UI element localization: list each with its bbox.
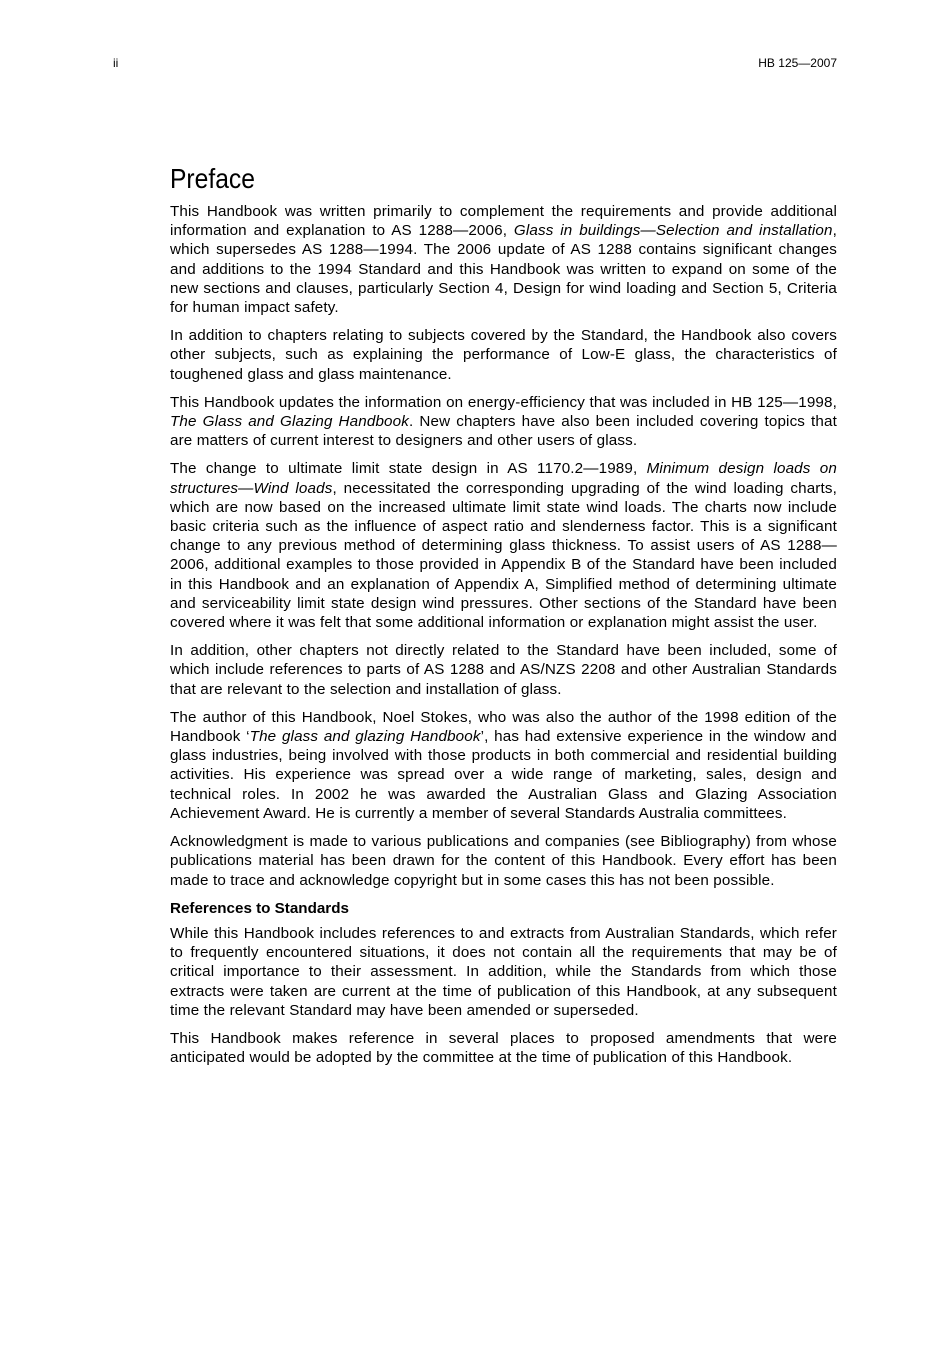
- paragraph-5: In addition, other chapters not directly related to the Standard have been included, some of which include references to parts of AS 1288 and AS/NZS 2208 and other Australian Standards that are relevant to the selection and installation of glass.: [170, 642, 837, 698]
- page-title: Preface: [170, 163, 255, 194]
- paragraph-3: This Handbook updates the information on energy-efficiency that was included in HB 125—1998, The Glass and Glazing Handbook. New chapters have also been included covering topics that are matters of current interest to designers and other users of glass.: [170, 393, 837, 450]
- paragraph-2: In addition to chapters relating to subjects covered by the Standard, the Handbook also covers other subjects, such as explaining the performance of Low-E glass, the characteristics of toughened glass and glass maintenance.: [170, 327, 837, 383]
- paragraph-4: The change to ultimate limit state design in AS 1170.2—1989, Minimum design loads on structures—Wind loads, necessitated the corresponding upgrading of the wind loading charts, which are now based on the increased ultimate limit state wind loads. The charts now include basic criteria such as the influence of aspect ratio and slenderness factor. This is a significant change to any previous method of determining glass thickness. To assist users of AS 1288—2006, additional examples to those provided in Appendix B of the Standard have been included in this Handbook and an explanation of Appendix A, Simplified method of determining ultimate and serviceability limit state design wind pressures. Other sections of the Standard have been covered where it was felt that some additional information or explanation might assist the user.: [170, 460, 837, 632]
- preface-body: [170, 160, 837, 1076]
- page-number: ii: [113, 56, 119, 70]
- paragraph-1: This Handbook was written primarily to complement the requirements and provide additional information and explanation to AS 1288—2006, Glass in buildings—Selection and installation, which supersedes AS 1288—1994. The 2006 update of AS 1288 contains significant changes and additions to the 1994 Standard and this Handbook was written to expand on some of the new sections and clauses, particularly Section 4, Design for wind loading and Section 5, Criteria for human impact safety.: [170, 203, 837, 317]
- paragraph-8: While this Handbook includes references to and extracts from Australian Standards, which refer to frequently encountered situations, it does not contain all the requirements that may be of critical importance to their assessment. In addition, while the Standards from which those extracts were taken are current at the time of publication of this Handbook, at any subsequent time the relevant Standard may have been amended or superseded.: [170, 924, 837, 1019]
- paragraph-7: Acknowledgment is made to various publications and companies (see Bibliography) from whose publications material has been drawn for the content of this Handbook. Every effort has been made to trace and acknowledge copyright but in some cases this has not been possible.: [170, 833, 837, 889]
- section-heading: References to Standards: [170, 899, 349, 917]
- paragraph-6: The author of this Handbook, Noel Stokes, who was also the author of the 1998 edition of the Handbook ‘The glass and glazing Handbook’, has had extensive experience in the window and glass industries, being involved with those products in both commercial and residential building activities. His experience was spread over a wide range of marketing, sales, design and technical roles. In 2002 he was awarded the Australian Glass and Glazing Association Achievement Award. He is currently a member of several Standards Australia committees.: [170, 708, 837, 822]
- document-id: HB 125—2007: [758, 56, 837, 70]
- paragraph-9: This Handbook makes reference in several places to proposed amendments that were anticipated would be adopted by the committee at the time of publication of this Handbook.: [170, 1029, 837, 1067]
